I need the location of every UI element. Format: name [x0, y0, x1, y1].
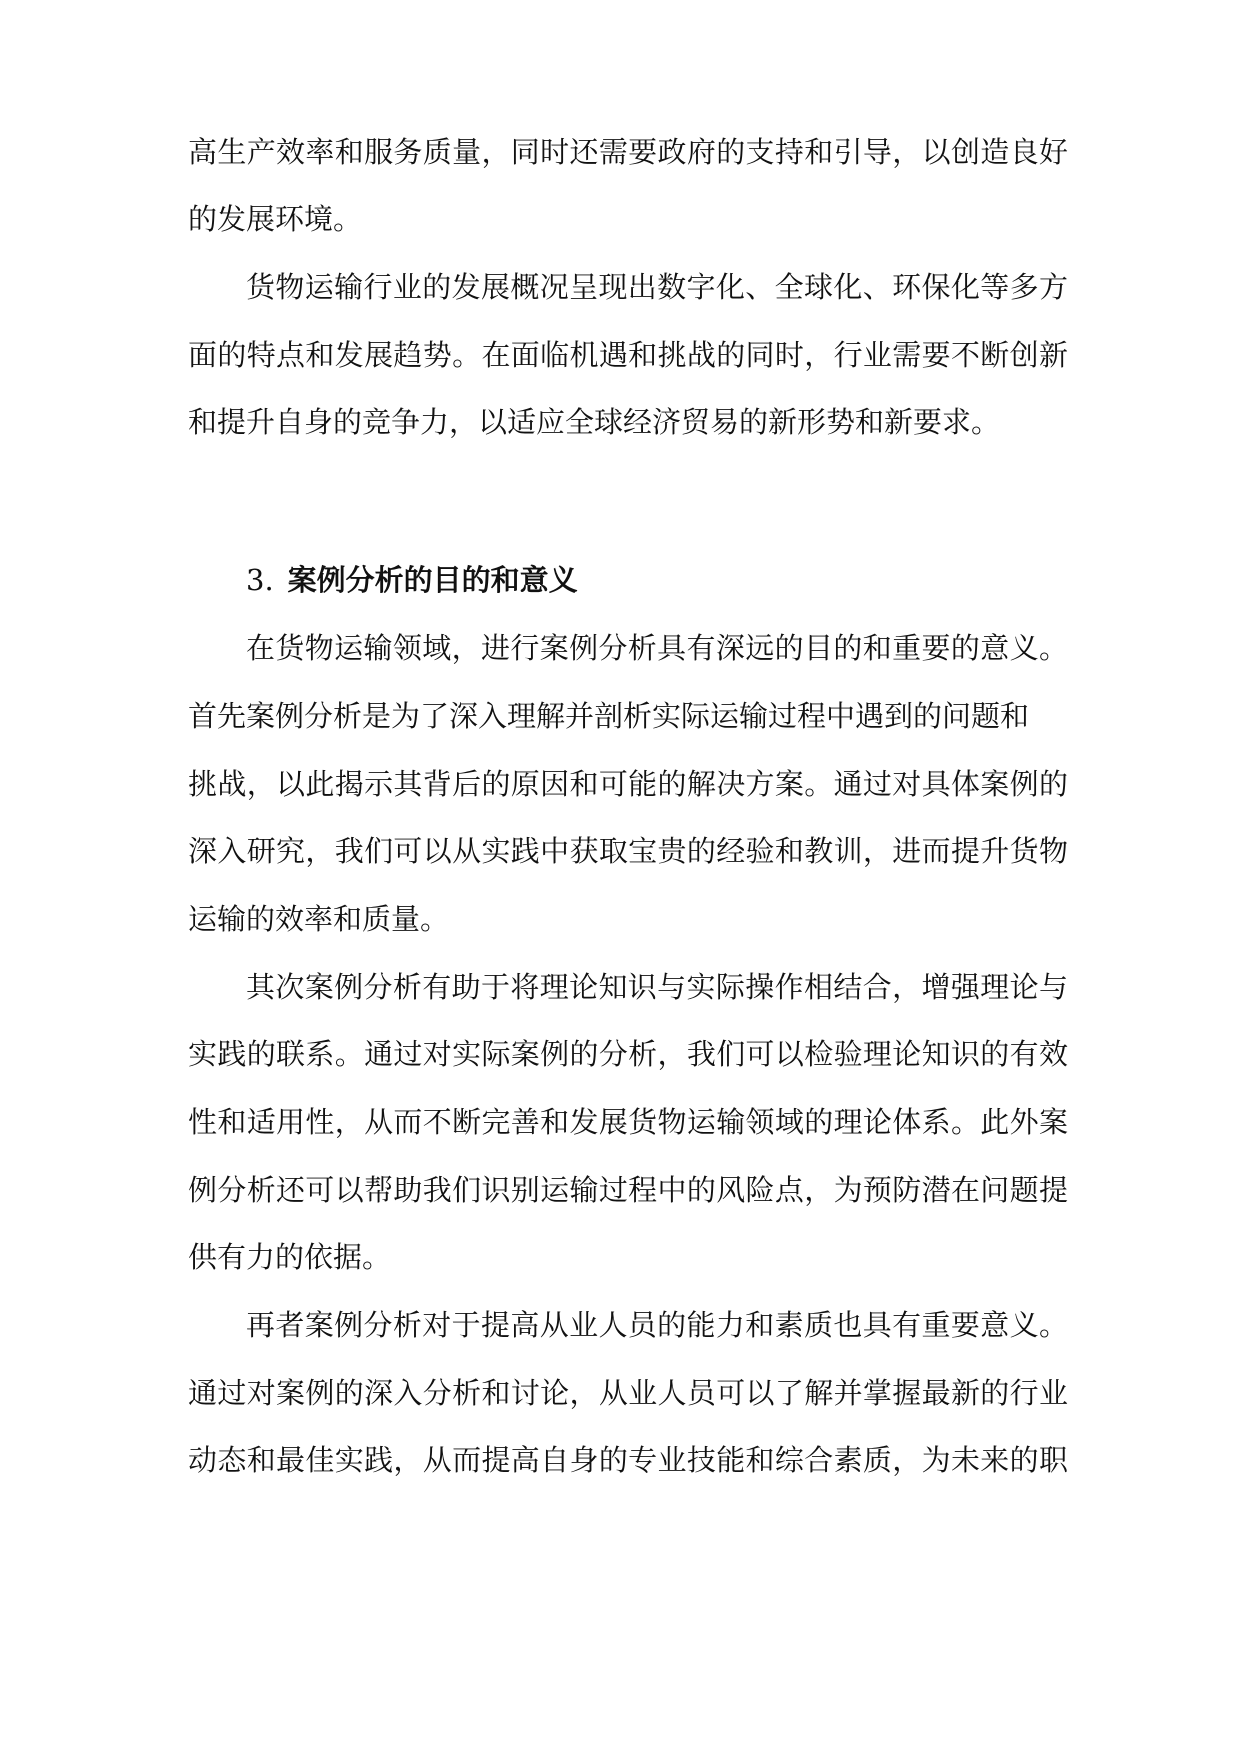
paragraph-line: 再者案例分析对于提高从业人员的能力和素质也具有重要意义。 — [246, 1308, 1068, 1342]
paragraph-line: 实践的联系。通过对实际案例的分析，我们可以检验理论知识的有效 — [188, 1037, 1068, 1071]
paragraph-line: 在货物运输领域，进行案例分析具有深远的目的和重要的意义。 — [246, 631, 1068, 665]
paragraph-line: 的发展环境。 — [188, 202, 363, 236]
paragraph-line: 动态和最佳实践，从而提高自身的专业技能和综合素质，为未来的职 — [188, 1443, 1068, 1477]
paragraph-line: 运输的效率和质量。 — [188, 902, 450, 936]
paragraph-line: 通过对案例的深入分析和讨论，从业人员可以了解并掌握最新的行业 — [188, 1376, 1068, 1410]
paragraph-line: 其次案例分析有助于将理论知识与实际操作相结合，增强理论与 — [246, 970, 1068, 1004]
section-title: 案例分析的目的和意义 — [287, 563, 578, 597]
paragraph-line: 性和适用性，从而不断完善和发展货物运输领域的理论体系。此外案 — [188, 1105, 1068, 1139]
paragraph-line: 首先案例分析是为了深入理解并剖析实际运输过程中遇到的问题和 — [188, 699, 1030, 733]
paragraph-line: 高生产效率和服务质量，同时还需要政府的支持和引导，以创造良好 — [188, 135, 1068, 169]
paragraph-line: 供有力的依据。 — [188, 1240, 392, 1274]
paragraph-line: 和提升自身的竞争力，以适应全球经济贸易的新形势和新要求。 — [188, 405, 1001, 439]
paragraph-line: 货物运输行业的发展概况呈现出数字化、全球化、环保化等多方 — [246, 270, 1068, 304]
section-number: 3. — [246, 563, 274, 597]
paragraph-line: 面的特点和发展趋势。在面临机遇和挑战的同时，行业需要不断创新 — [188, 338, 1068, 372]
section-heading — [246, 559, 578, 601]
paragraph-line: 例分析还可以帮助我们识别运输过程中的风险点，为预防潜在问题提 — [188, 1173, 1068, 1207]
paragraph-line: 深入研究，我们可以从实践中获取宝贵的经验和教训，进而提升货物 — [188, 834, 1068, 868]
paragraph-line: 挑战，以此揭示其背后的原因和可能的解决方案。通过对具体案例的 — [188, 767, 1068, 801]
